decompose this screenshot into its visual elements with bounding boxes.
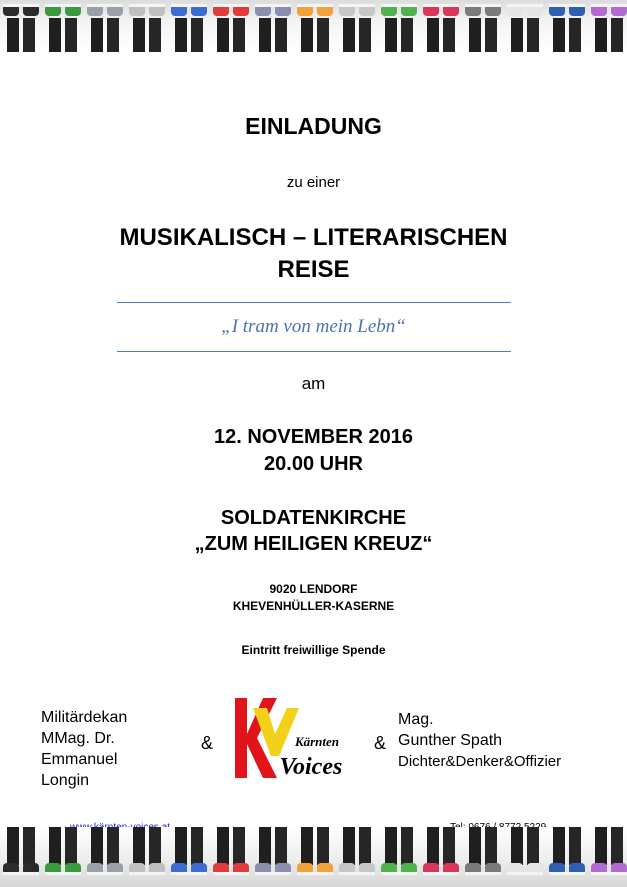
sneaker-sole [423, 872, 459, 875]
leg [401, 18, 413, 52]
leg [91, 827, 103, 865]
leg [49, 18, 61, 52]
sneaker-sole [255, 4, 291, 7]
right-performer [398, 709, 561, 772]
left-performer-line: Militärdekan [41, 709, 128, 726]
leg [401, 827, 413, 865]
leg [611, 18, 623, 52]
sneaker-sole [255, 872, 291, 875]
leg [317, 827, 329, 865]
left-performer-line: Longin [41, 772, 90, 789]
leg [301, 827, 313, 865]
leg [233, 827, 245, 865]
leg [107, 827, 119, 865]
leg [259, 827, 271, 865]
sneaker-sole [423, 4, 459, 7]
leg [23, 827, 35, 865]
quote-rule-bottom [117, 351, 511, 352]
leg [553, 827, 565, 865]
intro-text: zu einer [286, 174, 341, 191]
leg [595, 827, 607, 865]
sneaker-sole [87, 872, 123, 875]
invitation-heading: EINLADUNG [245, 113, 382, 139]
leg [275, 827, 287, 865]
leg [149, 18, 161, 52]
leg [65, 827, 77, 865]
leg [485, 827, 497, 865]
leg [343, 18, 355, 52]
leg [23, 18, 35, 52]
leg [217, 18, 229, 52]
logo-text-top: Kärnten [294, 734, 340, 749]
ampersand-right: & [374, 733, 387, 753]
leg [385, 18, 397, 52]
leg [191, 827, 203, 865]
leg [469, 827, 481, 865]
leg [343, 827, 355, 865]
leg [65, 18, 77, 52]
right-performer-role: Dichter&Denker&Offizier [398, 753, 562, 770]
event-date: 12. NOVEMBER 2016 [214, 426, 413, 448]
sneaker-sole [297, 872, 333, 875]
sneaker-sole [171, 872, 207, 875]
sneaker-sole [171, 4, 207, 7]
leg [443, 827, 455, 865]
sneaker-sole [381, 872, 417, 875]
sneaker-sole [45, 872, 81, 875]
sneaker-sole [339, 4, 375, 7]
leg [91, 18, 103, 52]
sneaker-sole [87, 4, 123, 7]
address-line2: KHEVENHÜLLER-KASERNE [232, 599, 395, 613]
leg [359, 827, 371, 865]
left-performer-line: MMag. Dr. [41, 730, 115, 747]
sneaker-sole [45, 4, 81, 7]
admission-note: Eintritt freiwillige Spende [241, 643, 386, 657]
leg [569, 827, 581, 865]
leg [217, 827, 229, 865]
sneakers-image [0, 0, 627, 52]
sneaker-sole [465, 872, 501, 875]
venue-line2: „ZUM HEILIGEN KREUZ“ [194, 533, 433, 555]
left-performer [41, 707, 127, 791]
leg [133, 827, 145, 865]
address-line1: 9020 LENDORF [269, 582, 358, 596]
sneaker-sole [297, 4, 333, 7]
am-text: am [301, 374, 326, 393]
leg [469, 18, 481, 52]
sneaker-sole [465, 4, 501, 7]
sneaker-sole [507, 4, 543, 7]
leg [175, 827, 187, 865]
sneaker-sole [339, 872, 375, 875]
leg [7, 18, 19, 52]
event-title-line2: REISE [277, 256, 350, 283]
leg [133, 18, 145, 52]
sneaker-sole [381, 4, 417, 7]
bottom-sneakers-banner [0, 827, 627, 887]
leg [49, 827, 61, 865]
event-title-line1: MUSIKALISCH – LITERARISCHEN [119, 224, 508, 251]
leg [427, 18, 439, 52]
event-time: 20.00 UHR [264, 453, 363, 475]
sneaker-sole [3, 4, 39, 7]
leg [275, 18, 287, 52]
left-performer-line: Emmanuel [41, 751, 118, 768]
sneaker-sole [3, 872, 39, 875]
leg [595, 18, 607, 52]
quote-rule-top [117, 302, 511, 303]
leg [385, 827, 397, 865]
ampersand-left: & [201, 733, 214, 753]
sneaker-sole [591, 4, 627, 7]
leg [359, 18, 371, 52]
sneaker-sole [591, 872, 627, 875]
right-performer-title: Mag. [398, 711, 434, 728]
leg [7, 827, 19, 865]
leg [443, 18, 455, 52]
event-motto: „I tram von mein Lebn“ [221, 316, 406, 337]
leg [553, 18, 565, 52]
leg [259, 18, 271, 52]
top-sneakers-banner [0, 0, 627, 52]
leg [611, 827, 623, 865]
leg [107, 18, 119, 52]
leg [427, 827, 439, 865]
sneakers-image [0, 827, 627, 887]
leg [149, 827, 161, 865]
leg [511, 18, 523, 52]
sneaker-sole [213, 4, 249, 7]
sneaker-sole [549, 872, 585, 875]
leg [191, 18, 203, 52]
venue-line1: SOLDATENKIRCHE [220, 507, 407, 529]
leg [233, 18, 245, 52]
leg [527, 18, 539, 52]
leg [569, 18, 581, 52]
sneaker-sole [129, 4, 165, 7]
leg [317, 18, 329, 52]
sneaker-sole [129, 872, 165, 875]
sneaker-sole [213, 872, 249, 875]
sneaker-sole [549, 4, 585, 7]
sneaker-sole [507, 872, 543, 875]
kaernten-voices-logo [225, 694, 353, 784]
leg [511, 827, 523, 865]
leg [485, 18, 497, 52]
logo-text-bottom: Voices [279, 754, 343, 780]
right-performer-name: Gunther Spath [398, 732, 503, 749]
leg [527, 827, 539, 865]
leg [175, 18, 187, 52]
leg [301, 18, 313, 52]
